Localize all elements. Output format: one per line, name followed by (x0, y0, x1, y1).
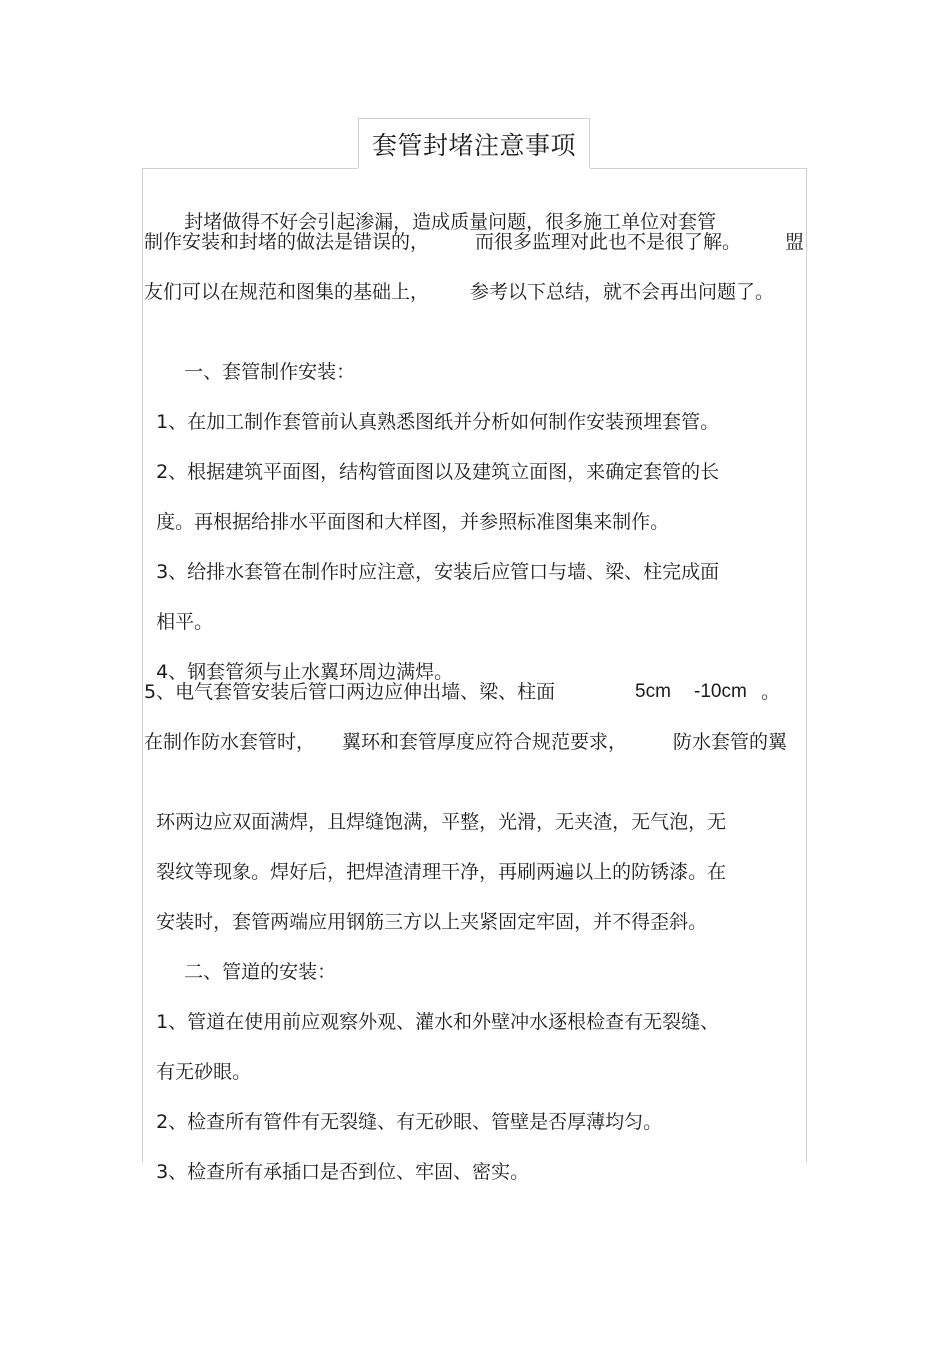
list-item-text: -10cm (694, 681, 747, 702)
list-item-text: 有无砂眼。 (156, 1061, 252, 1083)
frame-left-border (142, 168, 143, 1162)
list-item (144, 1127, 529, 1187)
list-item-text: 1、在加工制作套管前认真熟悉图纸并分析如何制作安装预埋套管。 (156, 411, 720, 433)
list-item-text: 4、钢套管须与止水翼环周边满焊。 (156, 661, 454, 683)
list-item-text: 5、电气套管安装后管口两边应伸出墙、梁、柱面 (144, 681, 556, 703)
frame-right-border (806, 168, 807, 1162)
section-heading-text: 一、套管制作安装： (184, 361, 356, 383)
list-item (144, 677, 806, 707)
list-item-text: 5cm (635, 681, 671, 702)
paragraph-text: 裂纹等现象。焊好后，把焊渣清理干净，再刷两遍以上的防锈漆。在 (156, 861, 727, 883)
list-item-text: 3、检查所有承插口是否到位、牢固、密实。 (156, 1161, 530, 1183)
paragraph-text: 环两边应双面满焊，且焊缝饱满，平整，光滑，无夹渣，无气泡，无 (156, 811, 727, 833)
intro-text: 友们可以在规范和图集的基础上， (144, 281, 430, 303)
frame-top-left (142, 168, 358, 169)
intro-line-3 (144, 277, 806, 307)
paragraph-text: 翼环和套管厚度应符合规范要求， (342, 731, 628, 753)
list-item-text: 度。再根据给排水平面图和大样图，并参照标准图集来制作。 (156, 511, 670, 533)
section-heading-text: 二、管道的安装： (184, 961, 337, 983)
list-item-text: 。 (761, 681, 781, 703)
paragraph-line (144, 727, 806, 757)
list-item-text: 1、管道在使用前应观察外观、灌水和外壁冲水逐根检查有无裂缝、 (156, 1011, 720, 1033)
list-item-text: 3、给排水套管在制作时应注意，安装后应管口与墙、梁、柱完成面 (156, 561, 720, 583)
intro-text: 制作安装和封堵的做法是错误的， (144, 231, 430, 253)
paragraph-text: 安装时，套管两端应用钢筋三方以上夹紧固定牢固，并不得歪斜。 (156, 911, 708, 933)
document-title: 套管封堵注意事项 (371, 131, 576, 160)
list-item-text: 相平。 (156, 611, 214, 633)
list-item (144, 527, 719, 587)
intro-text: 盟 (785, 231, 805, 253)
intro-text: 封堵做得不好会引起渗漏，造成质量问题，很多施工单位对套管 (184, 211, 717, 233)
list-item-text: 2、检查所有管件有无裂缝、有无砂眼、管壁是否厚薄均匀。 (156, 1111, 663, 1133)
list-item-text: 2、根据建筑平面图，结构管面图以及建筑立面图，来确定套管的长 (156, 461, 720, 483)
paragraph-text: 在制作防水套管时， (144, 731, 316, 753)
intro-text: 参考以下总结，就不会再出问题了。 (470, 281, 775, 303)
intro-text: 而很多监理对此也不是很了解。 (475, 231, 742, 253)
intro-line-2 (144, 227, 806, 257)
paragraph-text: 防水套管的翼 (673, 731, 788, 753)
frame-top-right (590, 168, 807, 169)
